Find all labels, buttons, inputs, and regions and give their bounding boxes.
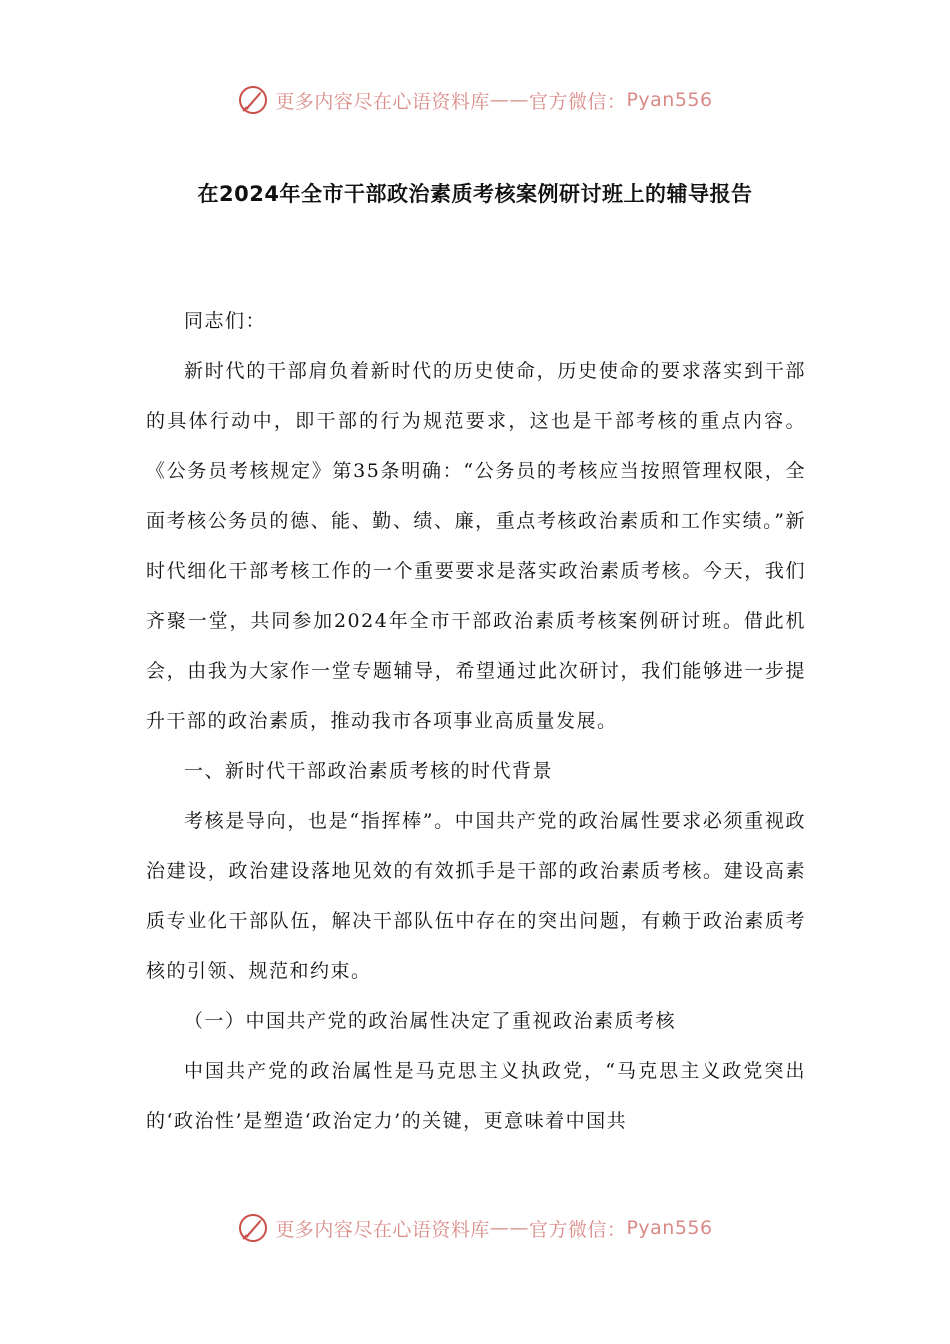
watermark-wechat-label: 官方微信： — [528, 1218, 627, 1241]
quill-logo-icon — [237, 1212, 269, 1244]
section-heading-1: 一、新时代干部政治素质考核的时代背景 — [184, 760, 554, 782]
watermark-wechat-id: Pyan556 — [626, 1217, 713, 1239]
document-body — [146, 296, 806, 1146]
salutation: 同志们： — [184, 310, 267, 332]
watermark-text: 更多内容尽在心语资料库 — [275, 90, 490, 113]
watermark-wechat-label: 官方微信： — [528, 90, 627, 113]
watermark-dash: —— — [489, 1217, 529, 1239]
watermark-footer — [0, 1212, 950, 1244]
subsection-heading-1: （一）中国共产党的政治属性决定了重视政治素质考核 — [184, 1010, 677, 1032]
watermark-header — [0, 84, 950, 116]
watermark-wechat-id: Pyan556 — [626, 89, 713, 111]
document-title: 在2024年全市干部政治素质考核案例研讨班上的辅导报告 — [197, 182, 753, 206]
paragraph-background: 考核是导向，也是“指挥棒”。中国共产党的政治属性要求必须重视政治建设，政治建设落地见效的有效抓手是干部的政治素质考核。建设高素质专业化干部队伍，解决干部队伍中存在的突出问题，有赖于政治素质考核的引领、规范和约束。 — [146, 810, 806, 982]
paragraph-political-attribute: 中国共产党的政治属性是马克思主义执政党，“马克思主义政党突出的‘政治性’是塑造‘政治定力’的关键，更意味着中国共 — [146, 1060, 806, 1132]
watermark-text: 更多内容尽在心语资料库 — [275, 1218, 490, 1241]
watermark-dash: —— — [489, 89, 529, 111]
quill-logo-icon — [237, 84, 269, 116]
paragraph-intro: 新时代的干部肩负着新时代的历史使命，历史使命的要求落实到干部的具体行动中，即干部的行为规范要求，这也是干部考核的重点内容。《公务员考核规定》第35条明确：“公务员的考核应当按照管理权限，全面考核公务员的德、能、勤、绩、廉，重点考核政治素质和工作实绩。”新时代细化干部考核工作的一个重要要求是落实政治素质考核。今天，我们齐聚一堂，共同参加2024年全市干部政治素质考核案例研讨班。借此机会，由我为大家作一堂专题辅导，希望通过此次研讨，我们能够进一步提升干部的政治素质，推动我市各项事业高质量发展。 — [146, 360, 806, 732]
